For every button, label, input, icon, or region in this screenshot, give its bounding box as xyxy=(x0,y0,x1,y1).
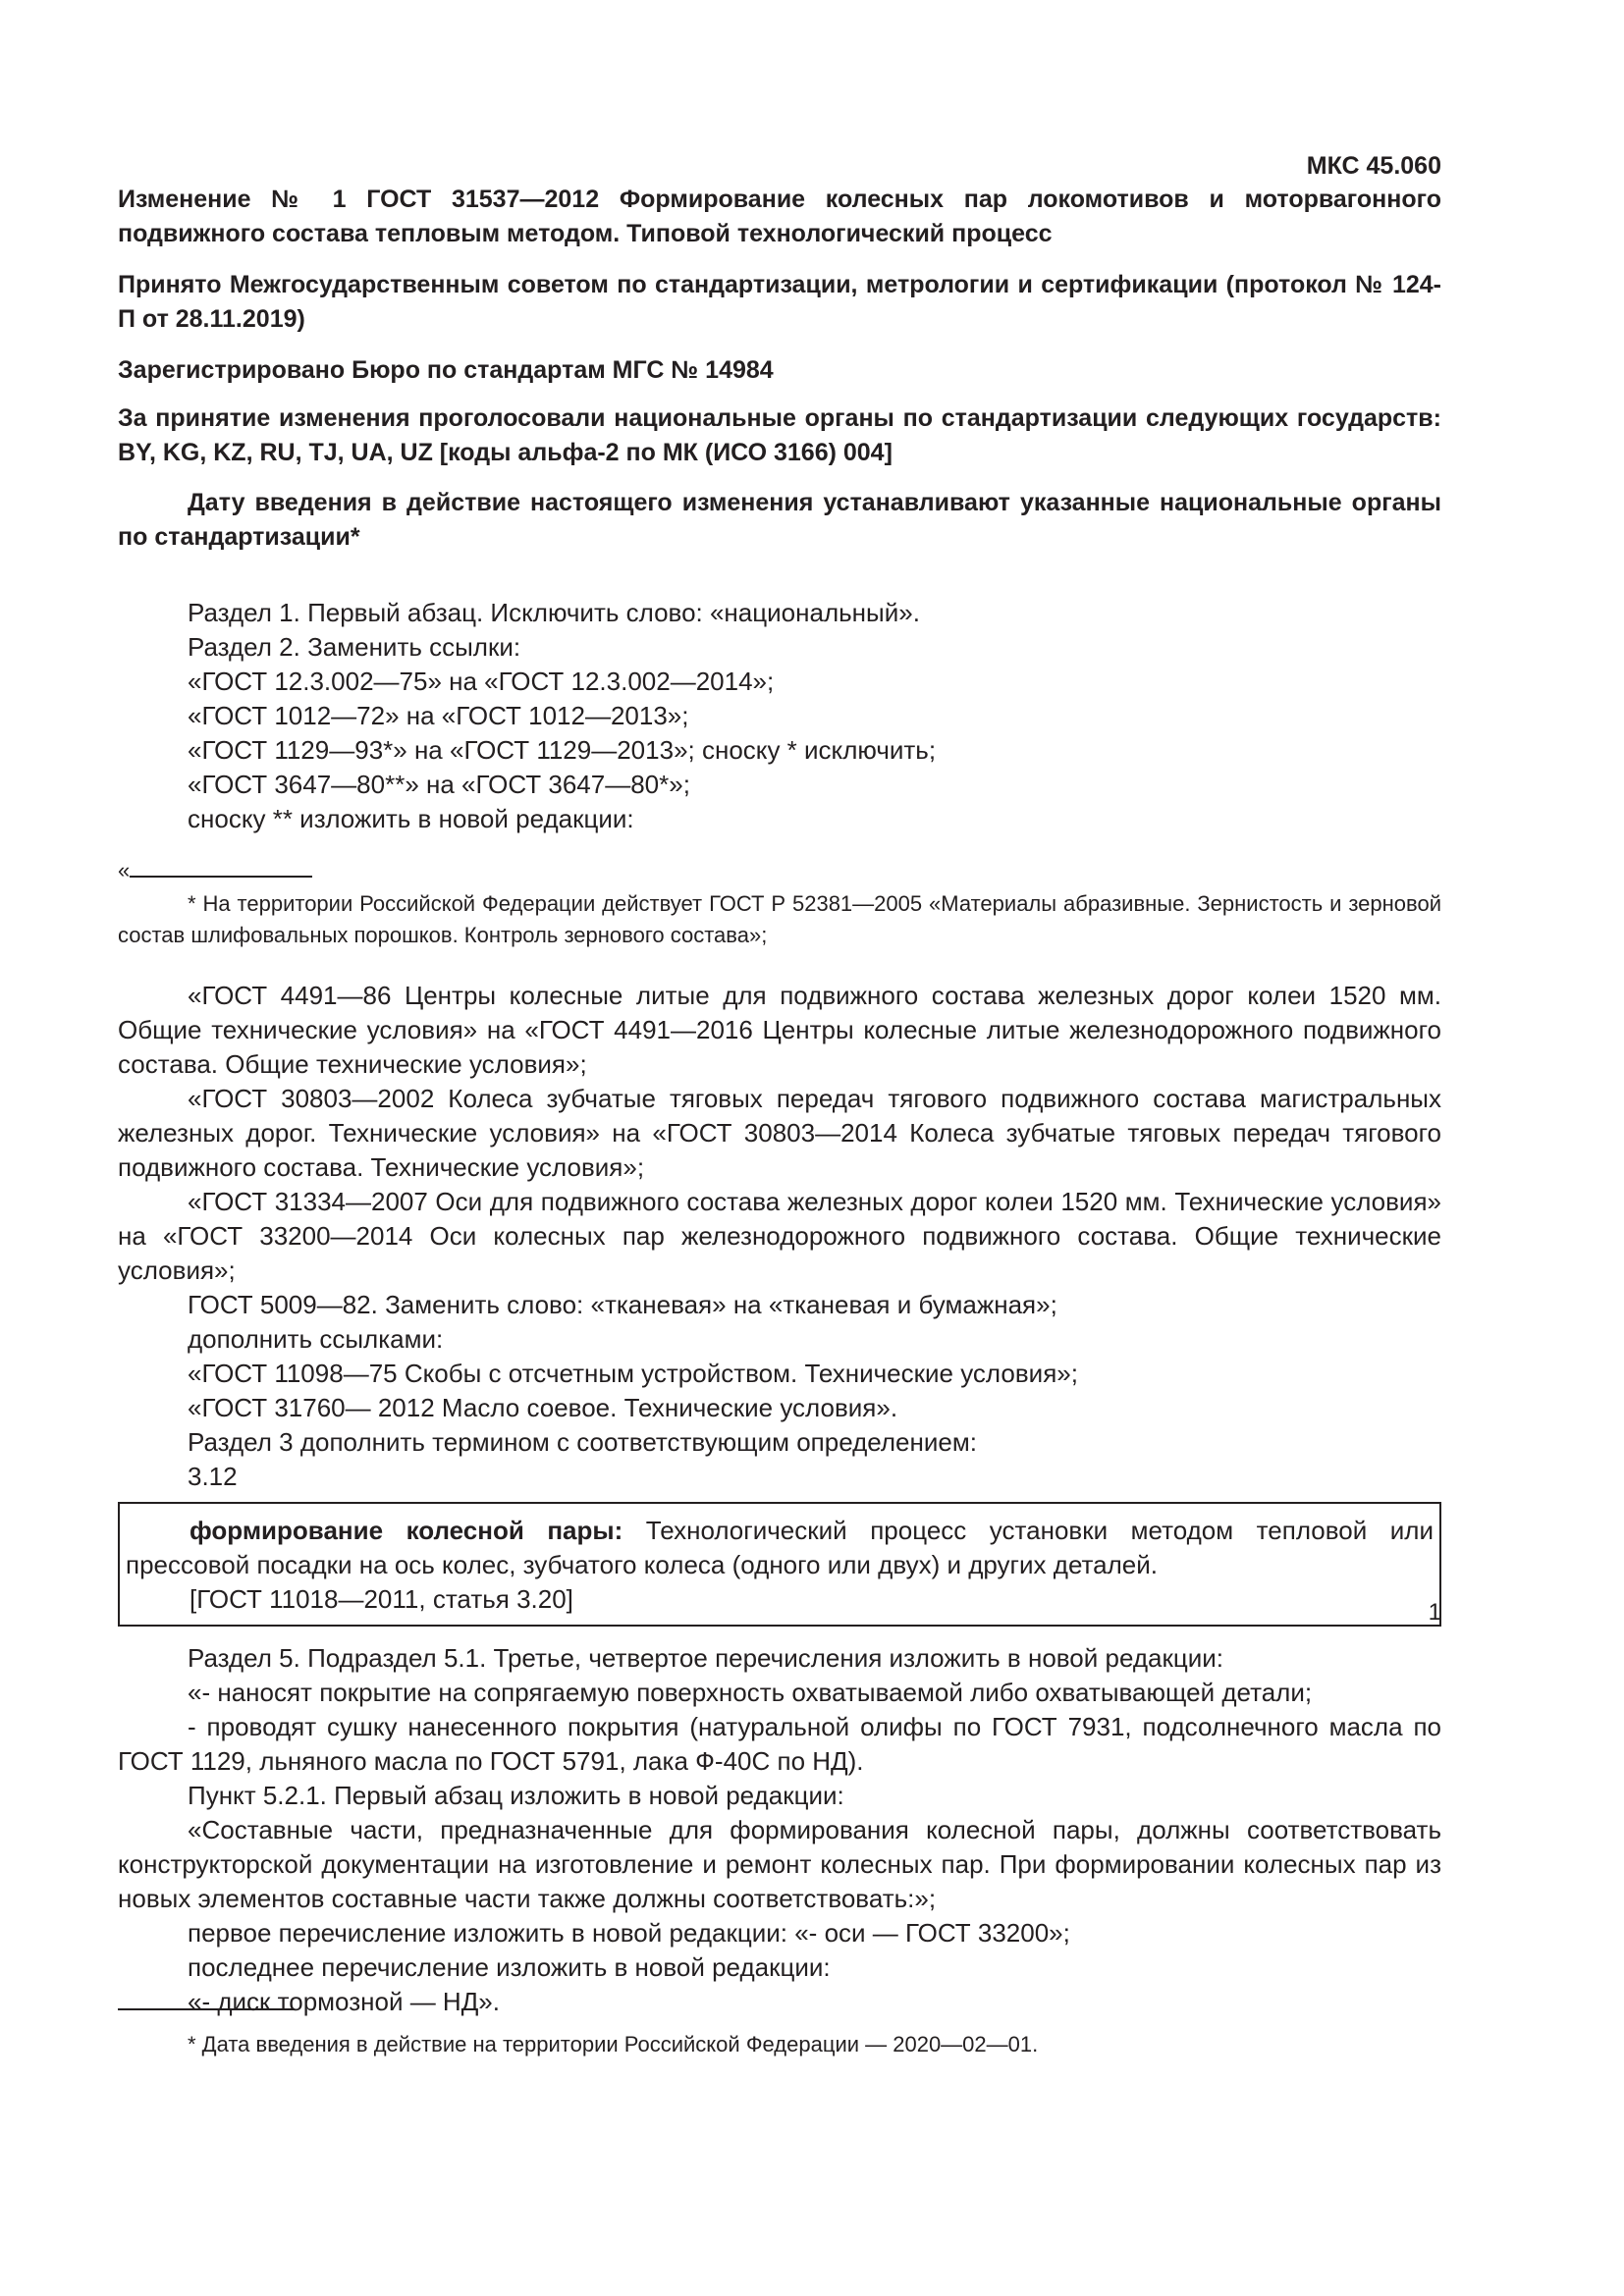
text-line: ГОСТ 5009—82. Заменить слово: «тканевая» на «тканевая и бумажная»; xyxy=(188,1290,1057,1319)
text-line: «ГОСТ 12.3.002—75» на «ГОСТ 12.3.002—2014»; xyxy=(188,667,775,696)
text-line: «ГОСТ 11098—75 Скобы с отсчетным устройством. Технические условия»; xyxy=(188,1359,1078,1388)
term-definition-box xyxy=(118,1502,1441,1627)
definition-reference: [ГОСТ 11018—2011, статья 3.20] xyxy=(189,1584,573,1614)
accepted-statement: Принято Межгосударственным советом по стандартизации, метрологии и сертификации (протокол № 124-П от 28.11.2019) xyxy=(118,271,1441,333)
text-paragraph: - проводят сушку нанесенного покрытия (натуральной олифы по ГОСТ 7931, подсолнечного масла по ГОСТ 1129, льняного масла по ГОСТ 5791, лака Ф-40С по НД). xyxy=(118,1712,1441,1776)
voting-statement: За принятие изменения проголосовали национальные органы по стандартизации следующих государств: BY, KG, KZ, RU, TJ, UA, UZ [коды альфа-2 по МК (ИСО 3166) 004] xyxy=(118,404,1441,466)
text-line: «ГОСТ 1012—72» на «ГОСТ 1012—2013»; xyxy=(188,701,689,730)
definition-body: Технологический процесс установки методом тепловой или прессовой посадки на ось колес, зубчатого колеса (одного или двух) и других деталей. xyxy=(126,1516,1434,1579)
reference-paragraph: «ГОСТ 30803—2002 Колеса зубчатые тяговых передач тягового подвижного состава магистральных железных дорог. Технические условия» на «ГОСТ 30803—2014 Колеса зубчатые тяговых передач тягового подвижного состава. Технические условия»; xyxy=(118,1084,1441,1182)
text-line: Раздел 2. Заменить ссылки: xyxy=(188,632,521,662)
amendment-title: Изменение № 1 ГОСТ 31537—2012 Формирование колесных пар локомотивов и моторвагонного подвижного состава тепловым методом. Типовой технологический процесс xyxy=(118,186,1441,247)
text-line: Раздел 5. Подраздел 5.1. Третье, четвертое перечисления изложить в новой редакции: xyxy=(188,1643,1224,1673)
text-line: «ГОСТ 31760— 2012 Масло соевое. Технические условия». xyxy=(188,1393,898,1422)
page-number: 1 xyxy=(1428,1599,1441,1626)
text-line: дополнить ссылками: xyxy=(188,1324,444,1354)
footnote-rule xyxy=(130,876,312,878)
section-c xyxy=(118,1641,1441,2019)
reference-paragraph: «ГОСТ 4491—86 Центры колесные литые для подвижного состава железных дорог колеи 1520 мм. Общие технические условия» на «ГОСТ 4491—2016 Центры колесные литые железнодорожного подвижного состава. Общие технические условия»; xyxy=(118,981,1441,1079)
section-a xyxy=(118,596,1441,836)
mks-code: МКС 45.060 xyxy=(1306,152,1441,180)
text-line: последнее перечисление изложить в новой редакции: xyxy=(188,1952,831,1982)
text-line: сноску ** изложить в новой редакции: xyxy=(188,804,634,833)
quote-open-mark: « xyxy=(118,858,131,882)
effective-date-note: Дату введения в действие настоящего изменения устанавливают указанные национальные органы по стандартизации* xyxy=(118,489,1441,551)
text-line: первое перечисление изложить в новой редакции: «- оси — ГОСТ 33200»; xyxy=(188,1918,1070,1948)
text-line: Раздел 1. Первый абзац. Исключить слово: «национальный». xyxy=(188,598,920,627)
page-footnote-rule xyxy=(118,2008,295,2010)
section-b xyxy=(118,979,1441,1494)
text-line: «ГОСТ 3647—80**» на «ГОСТ 3647—80*»; xyxy=(188,770,690,799)
text-line: Раздел 3 дополнить термином с соответствующим определением: xyxy=(188,1427,977,1457)
text-line: 3.12 xyxy=(188,1462,238,1491)
text-line: «- диск тормозной — НД». xyxy=(188,1987,500,2016)
inner-footnote-text: * На территории Российской Федерации действует ГОСТ Р 52381—2005 «Материалы абразивные. Зернистость и зерновой состав шлифовальных порошков. Контроль зернового состава»; xyxy=(118,891,1441,947)
text-line: «- наносят покрытие на сопрягаемую поверхность охватываемой либо охватывающей детали; xyxy=(188,1678,1313,1707)
page-footnote-text: * Дата введения в действие на территории Российской Федерации — 2020—02—01. xyxy=(188,2032,1039,2056)
text-line: «ГОСТ 1129—93*» на «ГОСТ 1129—2013»; сноску * исключить; xyxy=(188,735,937,765)
defined-term: формирование колесной пары: xyxy=(189,1516,623,1545)
registration-statement: Зарегистрировано Бюро по стандартам МГС № 14984 xyxy=(118,356,774,384)
reference-paragraph: «ГОСТ 31334—2007 Оси для подвижного состава железных дорог колеи 1520 мм. Технические условия» на «ГОСТ 33200—2014 Оси колесных пар железнодорожного подвижного состава. Общие технические условия»; xyxy=(118,1187,1441,1285)
text-paragraph: «Составные части, предназначенные для формирования колесной пары, должны соответствовать конструкторской документации на изготовление и ремонт колесных пар. При формировании колесных пар из новых элементов составные части также должны соответствовать:»; xyxy=(118,1815,1441,1913)
text-line: Пункт 5.2.1. Первый абзац изложить в новой редакции: xyxy=(188,1781,844,1810)
definition-text xyxy=(126,1514,1434,1582)
